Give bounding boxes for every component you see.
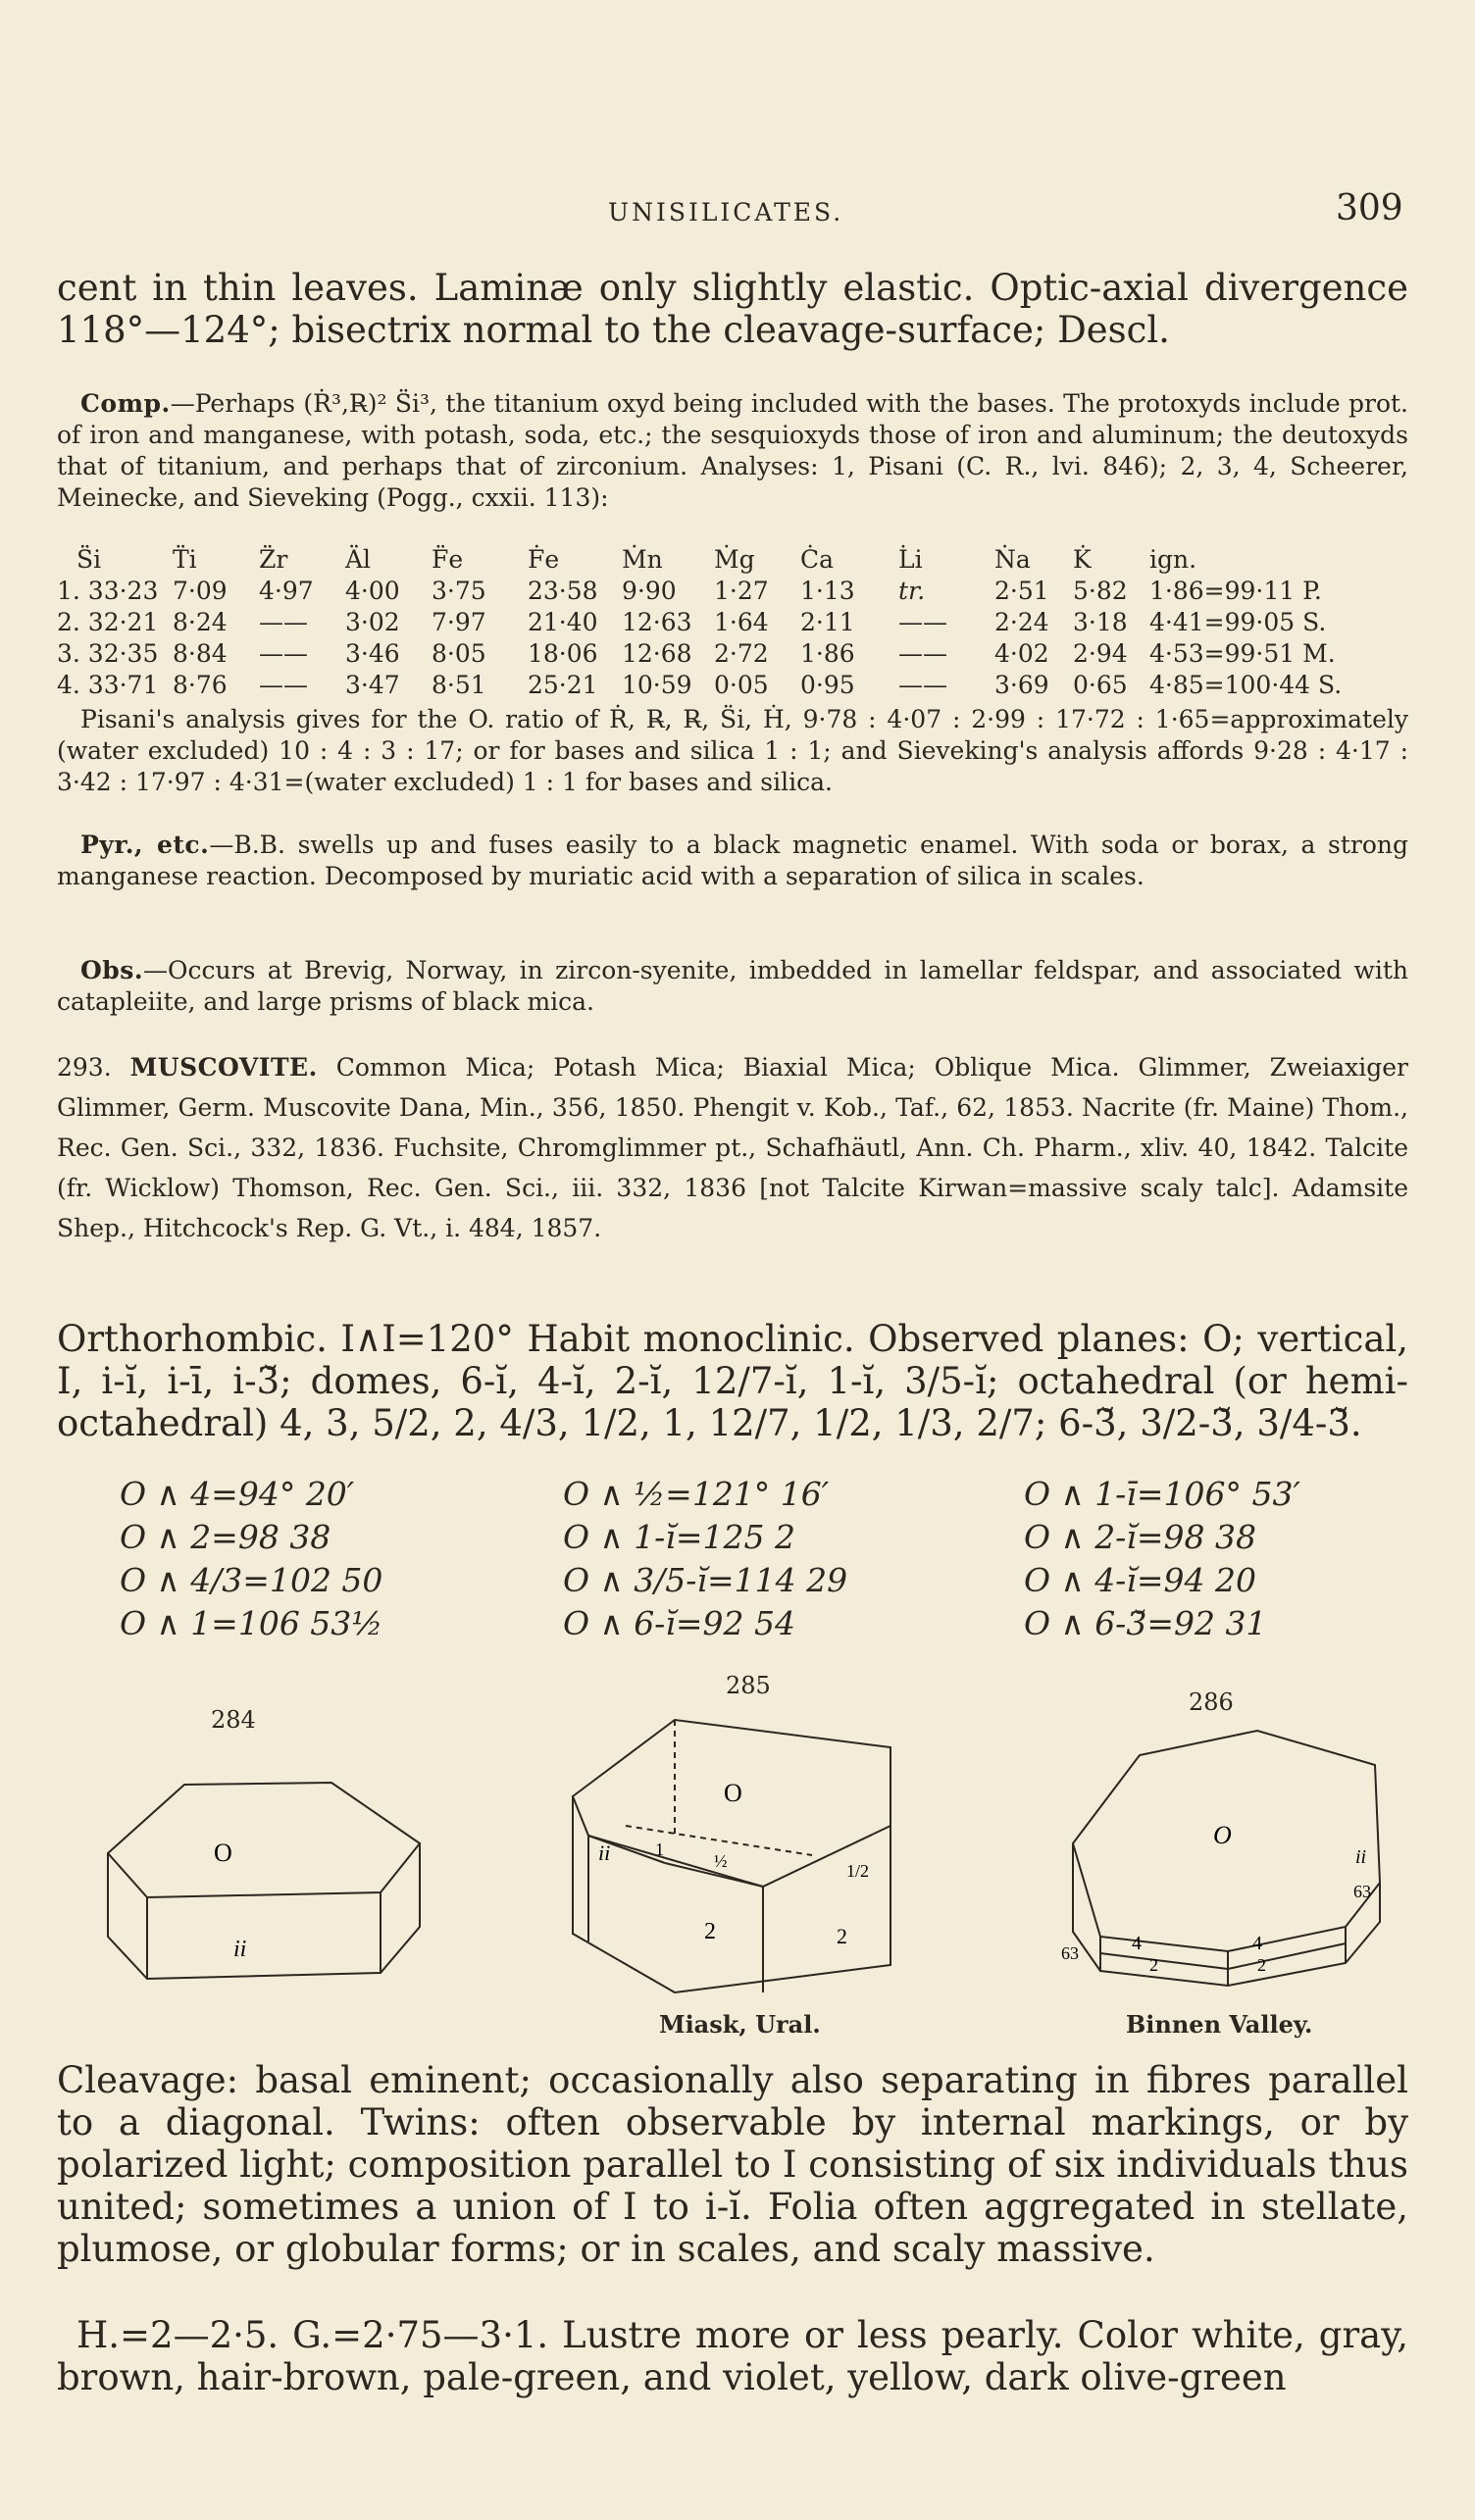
analyses-cell: 23·58 bbox=[528, 576, 598, 605]
fig286-label-4-right: 4 bbox=[1252, 1933, 1262, 1954]
species-name: MUSCOVITE. bbox=[129, 1053, 318, 1082]
comp-text: —Perhaps (Ṙ³,R̶)² S̈i³, the titanium oxyd being included with the bases. The protoxyds include prot. of iron and manganese, with potash, soda, etc.; the sesquioxyds those of iron and aluminum; the deutoxyds that of titanium, and perhaps that of zirconium. Analyses: 1, Pisani (C. R., lvi. 846); 2, 3, 4, Scheerer, Meinecke, and Sieveking (Pogg., cxxii. 113): bbox=[57, 389, 1408, 512]
fig284-label-o: O bbox=[214, 1839, 232, 1867]
figure-286-number: 286 bbox=[1189, 1688, 1234, 1716]
analyses-cell: 12·68 bbox=[622, 638, 692, 668]
pyr-label: Pyr., etc. bbox=[80, 831, 210, 859]
analyses-cell: 4·85=100·44 S. bbox=[1149, 670, 1343, 699]
analyses-cell: 4. 33·71 bbox=[57, 670, 159, 699]
fig285-label-half: ½ bbox=[714, 1851, 728, 1871]
analyses-row bbox=[57, 637, 1346, 669]
analyses-cell: 3·47 bbox=[345, 670, 400, 699]
analyses-cell: 18·06 bbox=[528, 638, 598, 668]
analyses-cell: —— bbox=[259, 638, 308, 668]
angle-value: O ∧ 6-3̆=92 31 bbox=[1024, 1604, 1267, 1642]
figure-286-caption: Binnen Valley. bbox=[1126, 2010, 1313, 2039]
analyses-cell: 4·97 bbox=[259, 576, 314, 605]
fig286-label-63-left: 63 bbox=[1061, 1943, 1079, 1963]
pyr-text: —B.B. swells up and fuses easily to a black magnetic enamel. With soda or borax, a strong manganese reaction. Decomposed by muriatic acid with a separation of silica in scales. bbox=[57, 831, 1408, 890]
analyses-header-cell: Äl bbox=[345, 544, 372, 574]
angle-value: O ∧ 2-ĭ=98 38 bbox=[1024, 1518, 1257, 1556]
analyses-header-cell: F̈e bbox=[432, 544, 464, 574]
comp-label: Comp. bbox=[80, 389, 171, 418]
angle-value: O ∧ 6-ĭ=92 54 bbox=[563, 1604, 796, 1642]
fig285-label-o: O bbox=[724, 1779, 742, 1807]
running-head: UNISILICATES. bbox=[608, 198, 844, 227]
angle-value: O ∧ 2=98 38 bbox=[120, 1518, 331, 1556]
fig285-label-1: 1 bbox=[655, 1840, 664, 1859]
angle-value: O ∧ 1-ī=106° 53′ bbox=[1024, 1475, 1300, 1513]
analyses-cell: 8·24 bbox=[173, 607, 228, 636]
intro-paragraph: cent in thin leaves. Laminæ only slightly elastic. Optic-axial divergence 118°—124°; bisectrix normal to the cleavage-surface; Descl. bbox=[57, 267, 1408, 351]
analyses-cell: 2·11 bbox=[800, 607, 855, 636]
cleavage-paragraph: Cleavage: basal eminent; occasionally also separating in fibres parallel to a diagonal. Twins: often observable by internal markings, or by polarized light; composition parallel to I consisting of six individuals thus united; sometimes a union of I to i-ĭ. Folia often aggregated in stellate, plumose, or globular forms; or in scales, and scaly massive. bbox=[57, 2059, 1408, 2270]
fig286-label-o: O bbox=[1213, 1821, 1232, 1849]
synonymy-text: Common Mica; Potash Mica; Biaxial Mica; Oblique Mica. Glimmer, Zweiaxiger Glimmer, Germ. Muscovite Dana, Min., 356, 1850. Phengit v. Kob., Taf., 62, 1853. Nacrite (fr. Maine) Thom., Rec. Gen. Sci., 332, 1836. Fuchsite, Chromglimmer pt., Schafhäutl, Ann. Ch. Pharm., xliv. 40, 1842. Talcite (fr. Wicklow) Thomson, Rec. Gen. Sci., iii. 332, 1836 [not Talcite Kirwan=massive scaly talc]. Adamsite Shep., Hitchcock's Rep. G. Vt., i. 484, 1857. bbox=[57, 1053, 1408, 1242]
entry-number: 293. bbox=[57, 1053, 112, 1082]
angle-value: O ∧ ½=121° 16′ bbox=[563, 1475, 830, 1513]
analyses-cell: 8·84 bbox=[173, 638, 228, 668]
angles-column-2 bbox=[563, 1473, 847, 1645]
analyses-header-cell: Ṁn bbox=[622, 544, 663, 574]
analyses-cell: —— bbox=[259, 670, 308, 699]
analyses-cell: 1·64 bbox=[714, 607, 769, 636]
analyses-cell: 8·76 bbox=[173, 670, 228, 699]
fig286-outline bbox=[1073, 1843, 1380, 1986]
fig286-label-2-left: 2 bbox=[1149, 1955, 1158, 1975]
analyses-cell: —— bbox=[898, 638, 947, 668]
analyses-cell: 3·18 bbox=[1073, 607, 1128, 636]
muscovite-entry bbox=[57, 1047, 1408, 1248]
analyses-cell: —— bbox=[898, 670, 947, 699]
analyses-cell: 1. 33·23 bbox=[57, 576, 159, 605]
analyses-cell: 8·05 bbox=[432, 638, 486, 668]
analyses-cell: —— bbox=[898, 607, 947, 636]
analyses-cell: 3·69 bbox=[994, 670, 1049, 699]
analyses-cell: 2·94 bbox=[1073, 638, 1128, 668]
analyses-cell: 2·51 bbox=[994, 576, 1049, 605]
analyses-cell: 8·51 bbox=[432, 670, 486, 699]
obs-label: Obs. bbox=[80, 956, 144, 984]
analyses-cell: 25·21 bbox=[528, 670, 598, 699]
analyses-cell: 4·02 bbox=[994, 638, 1049, 668]
analyses-cell: 0·65 bbox=[1073, 670, 1128, 699]
analyses-cell: 3·75 bbox=[432, 576, 486, 605]
analyses-cell: 4·41=99·05 S. bbox=[1149, 607, 1327, 636]
analyses-cell: 3. 32·35 bbox=[57, 638, 159, 668]
angle-value: O ∧ 3/5-ĭ=114 29 bbox=[563, 1561, 848, 1599]
analyses-header-cell: L̇i bbox=[898, 544, 923, 574]
fig286-label-63-right: 63 bbox=[1353, 1882, 1371, 1901]
angle-value: O ∧ 1=106 53½ bbox=[120, 1604, 383, 1642]
analyses-cell: 10·59 bbox=[622, 670, 692, 699]
analyses-cell: 1·86 bbox=[800, 638, 855, 668]
analyses-header-row bbox=[57, 543, 1346, 575]
analyses-table bbox=[57, 543, 1346, 700]
analyses-cell: 5·82 bbox=[1073, 576, 1128, 605]
angles-column-3 bbox=[1024, 1473, 1300, 1645]
analyses-header-cell: Ṅa bbox=[994, 544, 1031, 574]
obs-text: —Occurs at Brevig, Norway, in zircon-syenite, imbedded in lamellar feldspar, and associated with catapleiite, and large prisms of black mica. bbox=[57, 956, 1408, 1016]
analyses-cell: 12·63 bbox=[622, 607, 692, 636]
page-header bbox=[0, 188, 1475, 237]
fig284-outline bbox=[108, 1843, 420, 1979]
figure-284-crystal bbox=[96, 1745, 449, 2000]
fig284-label-ii: ii bbox=[233, 1937, 247, 1962]
analyses-cell: 2. 32·21 bbox=[57, 607, 159, 636]
pyrology-paragraph bbox=[57, 830, 1408, 892]
figure-285-crystal bbox=[567, 1708, 900, 2002]
analyses-body bbox=[57, 575, 1346, 700]
figure-284-number: 284 bbox=[211, 1706, 256, 1734]
analyses-cell: 9·90 bbox=[622, 576, 677, 605]
analyses-header-cell: ign. bbox=[1149, 544, 1197, 574]
analyses-cell: 3·02 bbox=[345, 607, 400, 636]
analyses-cell: 7·97 bbox=[432, 607, 486, 636]
fig285-label-ii: ii bbox=[598, 1840, 611, 1865]
analyses-cell: 4·53=99·51 M. bbox=[1149, 638, 1336, 668]
figure-285-caption: Miask, Ural. bbox=[659, 2010, 821, 2039]
analyses-row bbox=[57, 606, 1346, 637]
analyses-cell: —— bbox=[259, 607, 308, 636]
interfacial-angles bbox=[120, 1473, 1395, 1649]
analyses-cell: 3·46 bbox=[345, 638, 400, 668]
page-number: 309 bbox=[1336, 188, 1403, 228]
analyses-cell: 1·86=99·11 P. bbox=[1149, 576, 1322, 605]
fig286-label-ii: ii bbox=[1355, 1846, 1367, 1868]
angle-value: O ∧ 4-ĭ=94 20 bbox=[1024, 1561, 1257, 1599]
figure-285-number: 285 bbox=[726, 1672, 771, 1699]
analyses-cell: 0·95 bbox=[800, 670, 855, 699]
analyses-cell: tr. bbox=[898, 576, 926, 605]
composition-paragraph bbox=[57, 388, 1408, 514]
fig285-label-2b: 2 bbox=[837, 1924, 847, 1948]
analyses-cell: 2·72 bbox=[714, 638, 769, 668]
crystallography-paragraph: Orthorhombic. I∧I=120° Habit monoclinic. Observed planes: O; vertical, I, i-ĭ, i-ī, i-3̆; domes, 6-ĭ, 4-ĭ, 2-ĭ, 12/7-ĭ, 1-ĭ, 3/5-ĭ; octahedral (or hemi-octahedral) 4, 3, 5/2, 2, 4/3, 1/2, 1, 12/7, 1/2, 1/3, 2/7; 6-3̆, 3/2-3̆, 3/4-3̆. bbox=[57, 1318, 1408, 1444]
analyses-header-cell: Ċa bbox=[800, 544, 835, 574]
analyses-cell: 7·09 bbox=[173, 576, 228, 605]
analyses-row bbox=[57, 575, 1346, 606]
analyses-cell: 21·40 bbox=[528, 607, 598, 636]
hardness-paragraph: H.=2—2·5. G.=2·75—3·1. Lustre more or less pearly. Color white, gray, brown, hair-brown, pale-green, and violet, yellow, dark olive-green bbox=[57, 2314, 1408, 2398]
analyses-header-cell: T̈i bbox=[173, 544, 197, 574]
angles-column-1 bbox=[120, 1473, 382, 1645]
analyses-cell: 4·00 bbox=[345, 576, 400, 605]
analyses-cell: 2·24 bbox=[994, 607, 1049, 636]
fig286-edge bbox=[1100, 1953, 1228, 1969]
fig285-outline bbox=[573, 1796, 890, 1992]
angle-value: O ∧ 4=94° 20′ bbox=[120, 1475, 355, 1513]
analyses-row bbox=[57, 669, 1346, 700]
occurrence-paragraph bbox=[57, 955, 1408, 1018]
fig285-label-1-2: 1/2 bbox=[846, 1861, 870, 1881]
ratio-paragraph: Pisani's analysis gives for the O. ratio of Ṙ, R̶, R̶, S̈i, Ḣ, 9·78 : 4·07 : 2·99 : 17·72 : 1·65=approximately (water excluded) 10 : 4 : 3 : 17; or for bases and silica 1 : 1; and Sieveking's analysis affords 9·28 : 4·17 : 3·42 : 17·97 : 4·31=(water excluded) 1 : 1 for bases and silica. bbox=[57, 705, 1408, 796]
analyses-cell: 0·05 bbox=[714, 670, 769, 699]
analyses-header-cell: Ṁg bbox=[714, 544, 755, 574]
angle-value: O ∧ 1-ĭ=125 2 bbox=[563, 1518, 796, 1556]
figure-286-crystal bbox=[1061, 1726, 1395, 1991]
analyses-cell: 1·27 bbox=[714, 576, 769, 605]
angle-value: O ∧ 4/3=102 50 bbox=[120, 1561, 383, 1599]
analyses-header-cell: S̈i bbox=[76, 544, 102, 574]
analyses-header-cell: Ḟe bbox=[528, 544, 560, 574]
analyses-cell: 1·13 bbox=[800, 576, 855, 605]
analyses-header-cell: K̇ bbox=[1073, 544, 1092, 574]
analyses-header-cell: Z̈r bbox=[259, 544, 288, 574]
fig284-top-face bbox=[108, 1783, 420, 1897]
fig286-label-2-right: 2 bbox=[1257, 1955, 1266, 1975]
fig286-label-4-left: 4 bbox=[1132, 1933, 1142, 1954]
fig285-label-2: 2 bbox=[704, 1919, 716, 1944]
